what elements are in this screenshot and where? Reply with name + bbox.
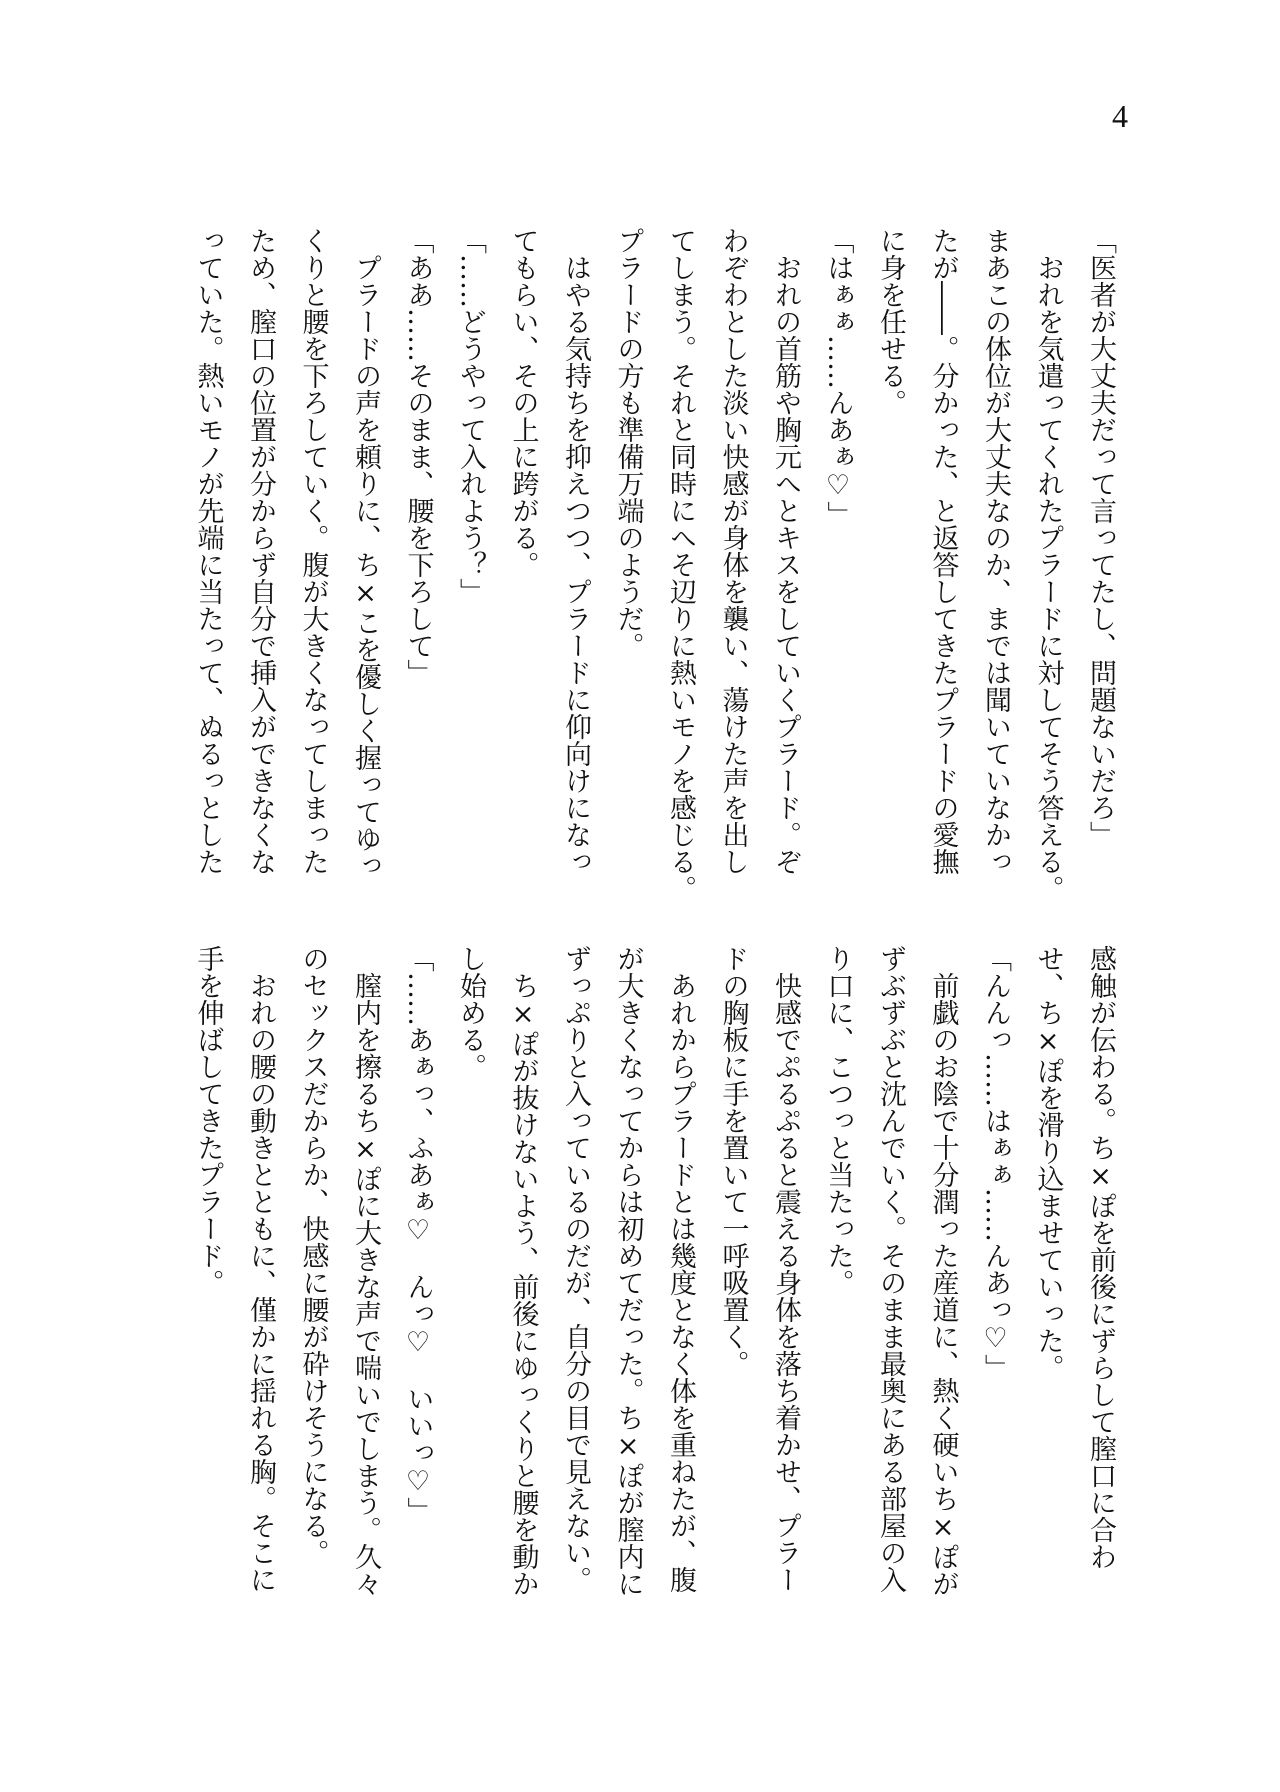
text-line: ち×ぽが抜けないよう、前後にゆっくりと腰を動か: [507, 945, 539, 1597]
text-line: わぞわとした淡い快感が身体を襲い、蕩けた声を出し: [717, 227, 749, 875]
text-line: 「はぁぁ……んあぁ♡」: [822, 227, 854, 528]
text-line: 「医者が大丈夫だって言ってたし、問題ないだろ」: [1085, 227, 1116, 848]
text-line: まあこの体位が大丈夫なのか、までは聞いていなかっ: [980, 227, 1011, 875]
text-line: 前戯のお陰で十分潤った産道に、熱く硬いち×ぽが: [927, 945, 959, 1597]
text-line: てもらい、その上に跨がる。: [507, 227, 539, 578]
text-line: くりと腰を下ろしていく。腹が大きくなってしまった: [297, 227, 329, 875]
text-line: せ、ち×ぽを滑り込ませていった。: [1032, 945, 1064, 1381]
text-block-lower: [181, 945, 1126, 1620]
page-number: 4: [1112, 98, 1128, 134]
text-line: 快感でぷるぷると震える身体を落ち着かせ、プラー: [770, 945, 801, 1593]
text-line: し始める。: [455, 945, 486, 1080]
text-line: 「んんっ……はぁぁ……んあっ♡」: [980, 945, 1011, 1381]
text-line: ため、膣口の位置が分からず自分で挿入ができなくな: [245, 227, 276, 875]
text-line: あれからプラードとは幾度となく体を重ねたが、腹: [665, 945, 696, 1593]
text-line: ずっぷりと入っているのだが、自分の目で見えない。: [560, 945, 591, 1593]
text-line: り口に、こつっと当たった。: [822, 945, 854, 1296]
text-line: プラードの方も準備万端のようだ。: [612, 227, 644, 659]
text-line: のセックスだからか、快感に腰が砕けそうになる。: [297, 945, 329, 1566]
text-line: おれの腰の動きとともに、僅かに揺れる胸。そこに: [245, 945, 276, 1593]
text-line: おれを気遣ってくれたプラードに対してそう答える。: [1032, 227, 1064, 902]
text-line: に身を任せる。: [875, 227, 906, 416]
text-line: 手を伸ばしてきたプラード。: [192, 945, 224, 1296]
text-line: っていた。熱いモノが先端に当たって、ぬるっとした: [192, 227, 224, 875]
text-line: が大きくなってからは初めてだった。ち×ぽが膣内に: [612, 945, 644, 1597]
text-line: 「……どうやって入れよう？」: [455, 227, 486, 605]
text-line: たが――。分かった、と返答してきたプラードの愛撫: [927, 227, 959, 875]
text-line: おれの首筋や胸元へとキスをしていくプラード。ぞ: [770, 227, 801, 875]
text-block-upper: [181, 227, 1126, 902]
text-line: はやる気持ちを抑えつつ、プラードに仰向けになっ: [560, 227, 591, 875]
text-line: 「ああ……そのまま、腰を下ろして」: [402, 227, 434, 686]
text-line: 「……あぁっ、ふあぁ♡ んっ♡ いいっ♡」: [402, 945, 434, 1524]
text-line: 感触が伝わる。ち×ぽを前後にずらして膣口に合わ: [1085, 945, 1116, 1570]
text-line: プラードの声を頼りに、ち×こを優しく握ってゆっ: [350, 227, 381, 879]
text-line: 膣内を擦るち×ぽに大きな声で喘いでしまう。久々: [350, 945, 381, 1597]
text-line: てしまう。それと同時にへそ辺りに熱いモノを感じる。: [665, 227, 696, 902]
text-line: ドの胸板に手を置いて一呼吸置く。: [717, 945, 749, 1377]
text-line: ずぶずぶと沈んでいく。そのまま最奥にある部屋の入: [875, 945, 906, 1593]
